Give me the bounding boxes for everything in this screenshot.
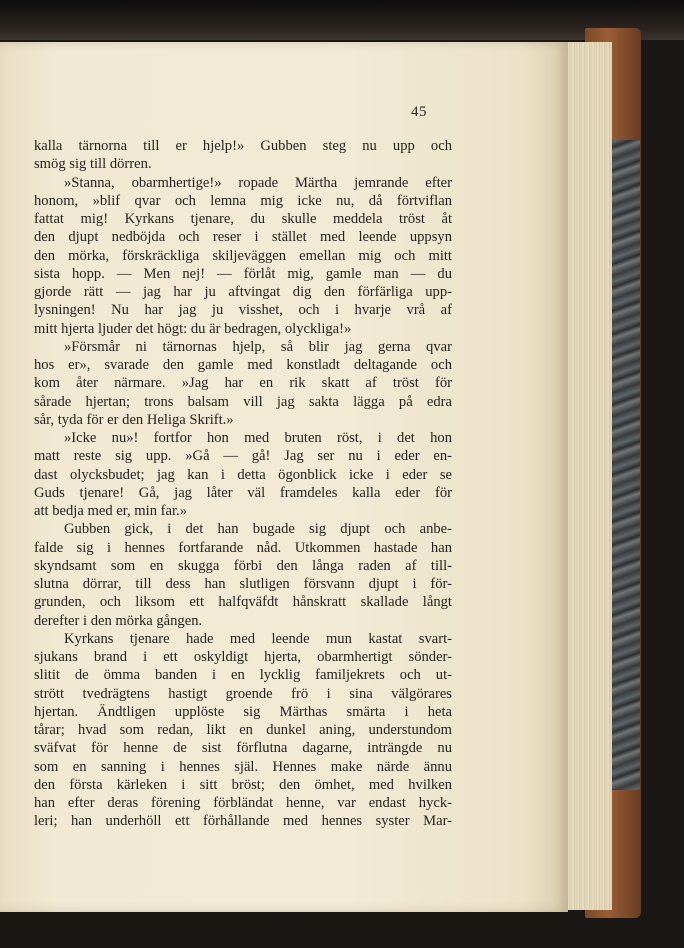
text-line: tårar; hvad som redan, likt en dunkel aning, understundom <box>34 722 452 738</box>
text-line: »Stanna, obarmhertige!» ropade Märtha jemrande efter <box>64 174 452 191</box>
text-line: slutna dörrar, till dess han slutligen försvann djupt i för- <box>34 576 452 592</box>
text-line: »Icke nu»! fortfor hon med bruten röst, i det hon <box>64 430 452 446</box>
text-line: den mörka, förskräckliga skiljeväggen emellan mig och mitt <box>34 247 452 264</box>
text-line: fattat mig! Kyrkans tjenare, du skulle meddela tröst åt <box>34 211 452 227</box>
text-line: den djupt nedböjda och reser i stället med leende uppsyn <box>34 229 452 246</box>
text-line: sväfvat för henne de sist förflutna dagarne, inträngde nu <box>34 740 452 757</box>
text-line: gjorde rätt — jag har ju aftvingat dig den förfärliga upp- <box>34 284 452 300</box>
text-line: matt reste sig upp. »Gå — gå! Jag ser nu i eder en- <box>34 448 452 465</box>
text-line: kalla tärnorna till er hjelp!» Gubben steg nu upp och <box>34 138 452 154</box>
text-line: hos er», svarade den gamle med konstladt deltagande och <box>34 357 452 373</box>
text-line: den första kärleken i sitt bröst; den ömhet, med hvilken <box>34 776 452 793</box>
text-line: derefter i den mörka gången. <box>34 612 203 629</box>
text-line: honom, »blif qvar och lemna mig icke nu, då förtviflan <box>34 192 452 209</box>
text-line: falde sig i hennes fortfarande nåd. Utkommen hastade han <box>34 539 452 556</box>
text-line: sår, tyda för er den Heliga Skrift.» <box>34 411 234 428</box>
text-line: dast olycksbudet; jag kan i detta ögonblick icke i eder se <box>34 466 452 483</box>
text-line: han efter deras förening förbländat henne, var endast hyck- <box>34 795 452 811</box>
text-line: »Försmår ni tärnornas hjelp, så blir jag gerna qvar <box>64 338 452 355</box>
text-line: grunden, och liksom ett halfqväfdt hånskratt skallade långt <box>34 594 452 611</box>
text-line: lysningen! Nu har jag ju visshet, och i hvarje vrå af <box>34 302 452 319</box>
text-line: sårade hjertan; trons balsam vill jag sakta lägga på edra <box>34 393 452 410</box>
text-line: Kyrkans tjenare hade med leende mun kastat svart- <box>64 630 452 647</box>
text-line: slitit de ömma banden i en lycklig familjekrets och ut- <box>34 667 452 684</box>
text-line: leri; han underhöll ett förhållande med hennes syster Mar- <box>34 813 452 830</box>
text-line: skyndsamt som en skugga förbi den långa raden af till- <box>34 557 452 574</box>
text-line: sjukans brand i ett oskyldigt hjerta, obarmhertigt sönder- <box>34 649 452 665</box>
text-line: hjertan. Ändtligen upplöste sig Märthas smärta i heta <box>34 703 452 720</box>
text-line: kom åter närmare. »Jag har en rik skatt af tröst för <box>34 375 452 392</box>
text-line: Guds tjenare! Gå, jag låter väl framdeles kalla eder för <box>34 484 452 501</box>
text-line: att bedja med er, min far.» <box>34 503 187 519</box>
text-line: sista hopp. — Men nej! — förlåt mig, gamle man — du <box>34 265 452 282</box>
text-line: mitt hjerta ljuder det högt: du är bedragen, olyckliga!» <box>34 320 352 337</box>
text-line: smög sig till dörren. <box>34 156 152 173</box>
text-line: Gubben gick, i det han bugade sig djupt och anbe- <box>64 521 452 538</box>
text-line: som en sanning i hennes själ. Hennes make närde ännu <box>34 758 452 775</box>
page-number: 45 <box>411 104 427 120</box>
text-line: strött tvedrägtens hastigt groende frö i sina välgörares <box>34 685 452 702</box>
text-block <box>34 137 452 831</box>
book-spine-shadow <box>0 0 684 40</box>
